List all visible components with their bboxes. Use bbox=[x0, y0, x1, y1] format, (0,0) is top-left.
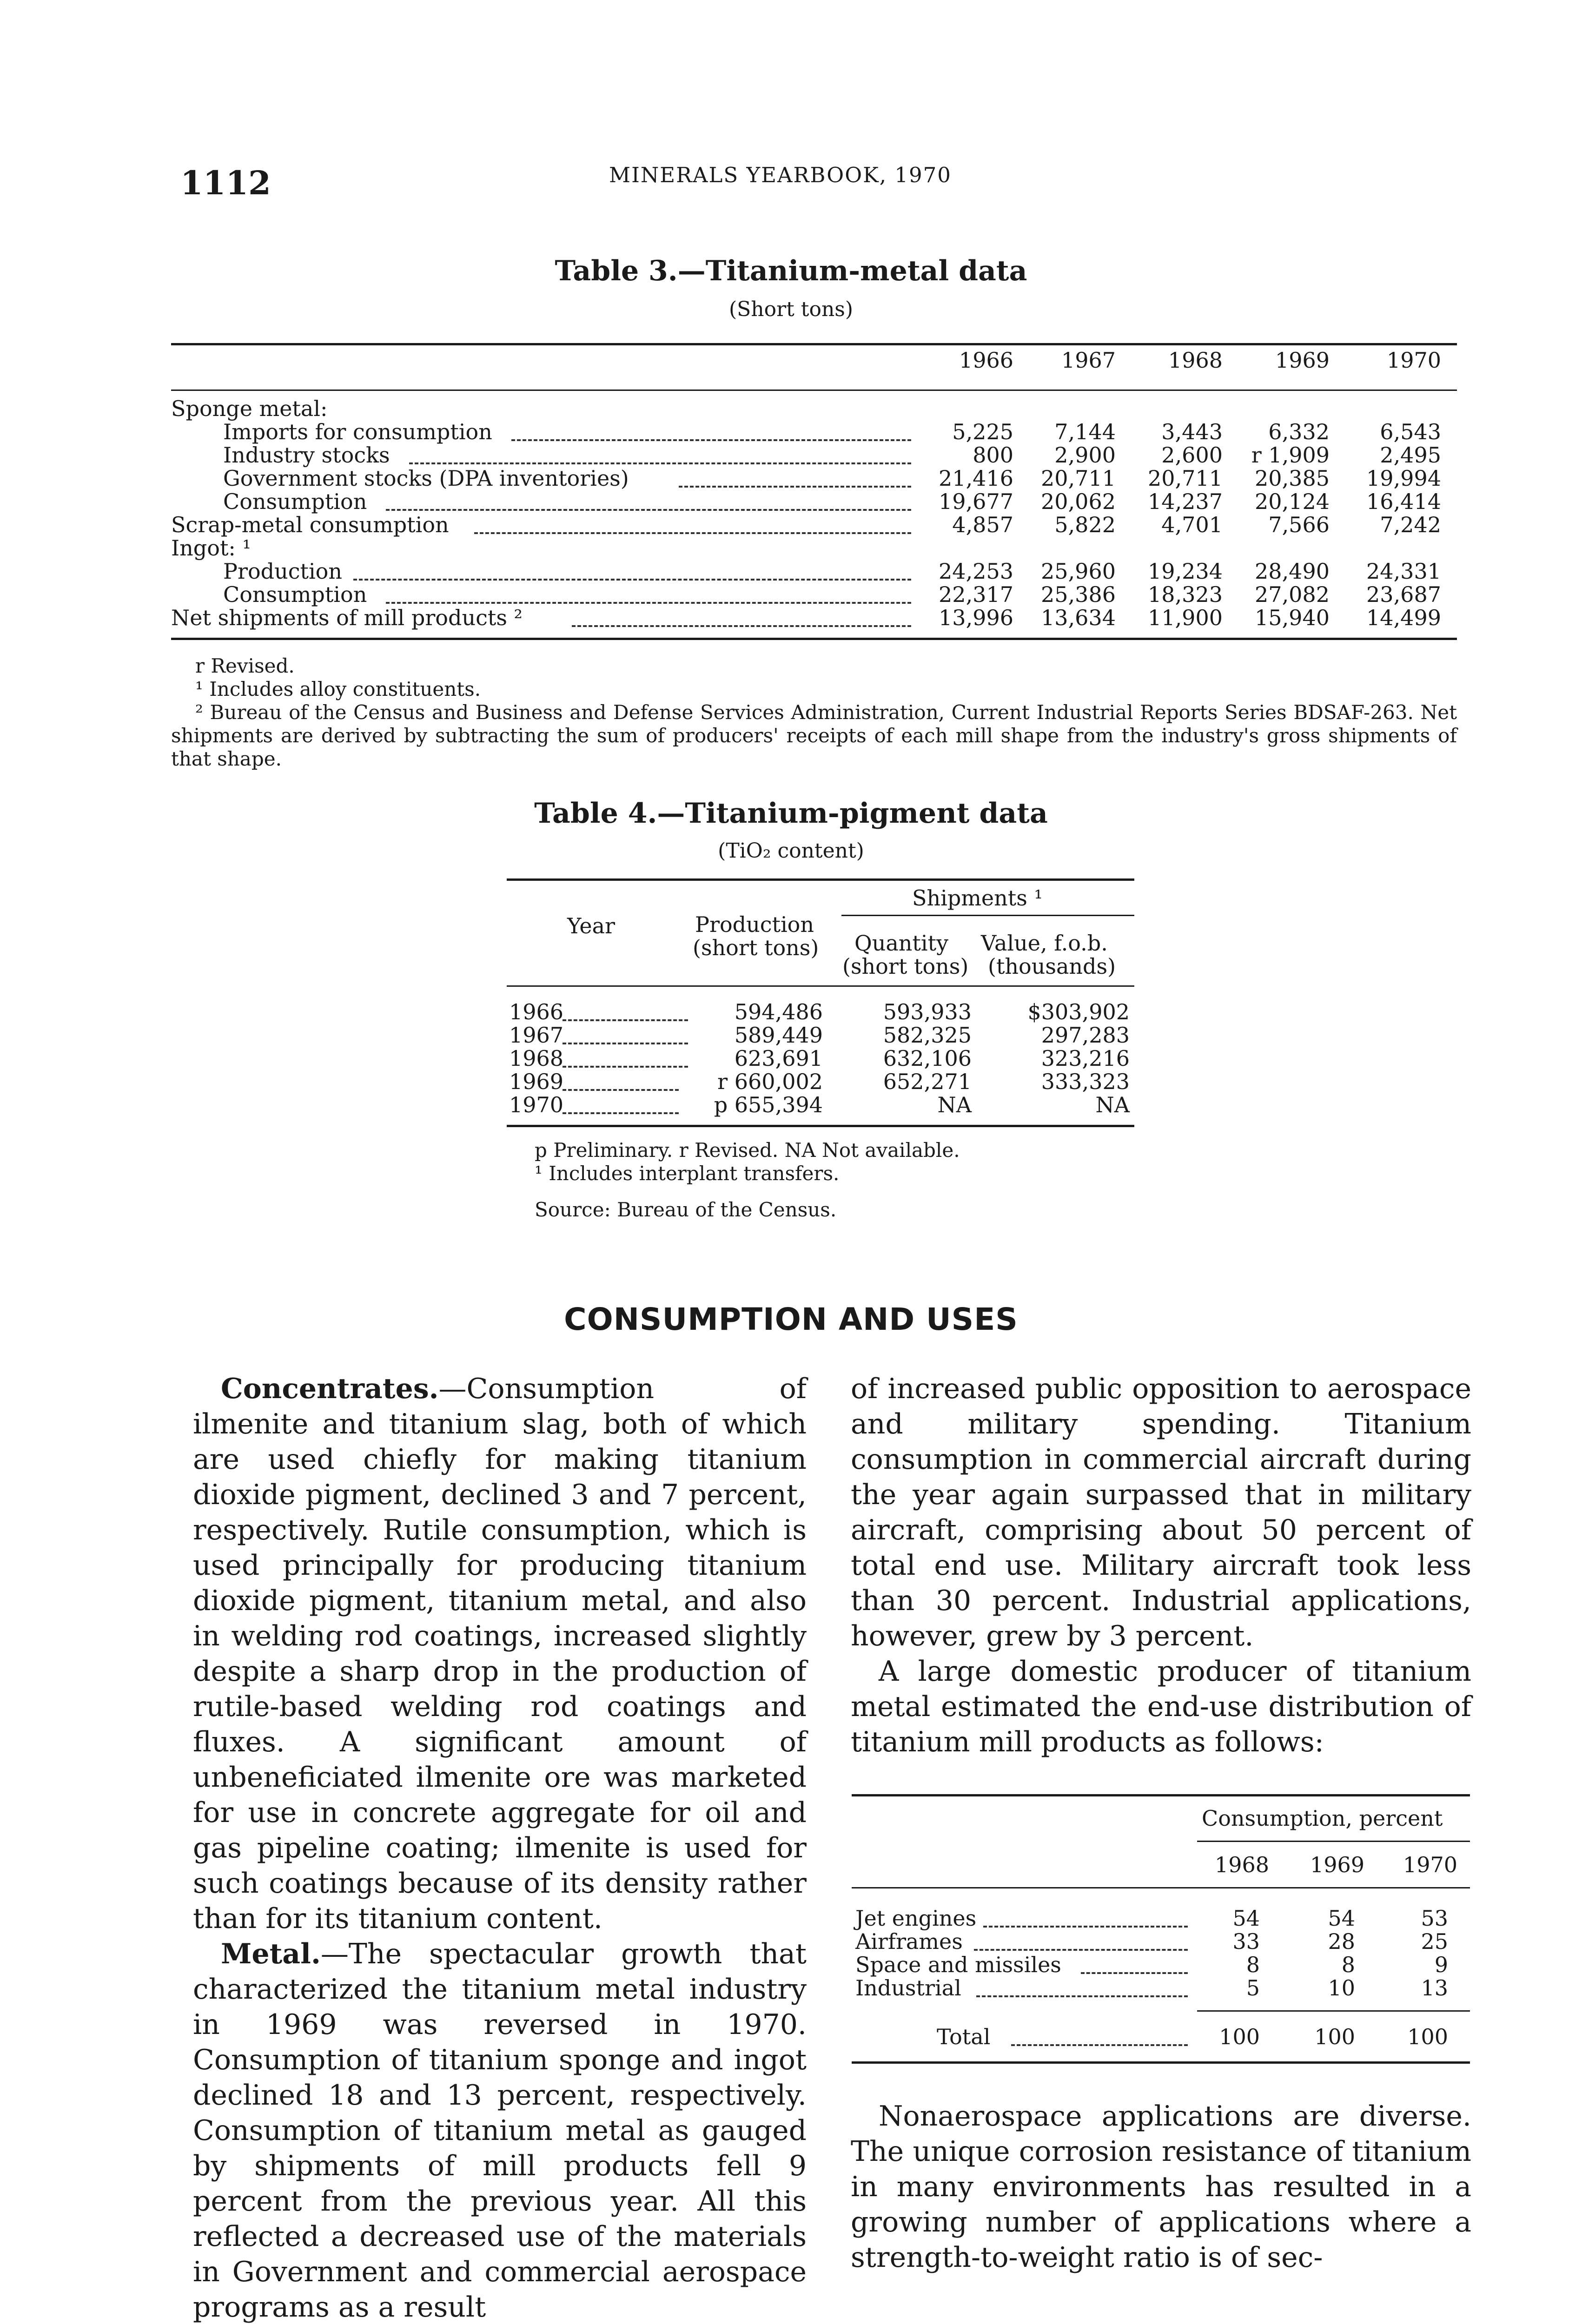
enduse-cell: 8 bbox=[1341, 1952, 1355, 1977]
table3-cell: 20,711 bbox=[1041, 466, 1116, 491]
table3-cell: 5,822 bbox=[1054, 512, 1116, 537]
table3-cell: 7,144 bbox=[1054, 419, 1116, 444]
table4-value: 297,283 bbox=[1041, 1023, 1130, 1048]
table3-cell: 3,443 bbox=[1161, 419, 1223, 444]
paragraph-text: of increased public opposition to aerospace and military spending. Titanium consumption in commercial aircraft during the year again surpassed that in military aircraft, comprising about 50 percent of total end use. Military aircraft took less than 30 percent. Industrial applications, however, grew by 3 percent. bbox=[851, 1373, 1471, 1652]
table4-production: r 660,002 bbox=[717, 1069, 823, 1094]
table3-row-label: Scrap-metal consumption bbox=[171, 512, 449, 537]
table3-row-label: Sponge metal: bbox=[171, 396, 328, 421]
right-column-continued bbox=[851, 2099, 1471, 2275]
table3-cell: 20,124 bbox=[1255, 489, 1330, 514]
table3-cell: 4,857 bbox=[952, 512, 1013, 537]
dot-leader bbox=[563, 1112, 679, 1114]
table3-year-header: 1967 bbox=[1061, 348, 1116, 373]
table3-row-label: Consumption bbox=[223, 582, 367, 607]
left-column bbox=[193, 1371, 807, 2324]
page-number: 1112 bbox=[180, 164, 271, 202]
table3-footnote: ¹ Includes alloy constituents. bbox=[195, 678, 481, 700]
enduse-total-label: Total bbox=[937, 2024, 991, 2049]
enduse-spanner-rule bbox=[1197, 1841, 1470, 1842]
table3-row-label: Ingot: ¹ bbox=[171, 535, 251, 561]
table4-production: 589,449 bbox=[734, 1023, 823, 1048]
table4-year: 1967 bbox=[509, 1023, 564, 1048]
table4-unit: (TiO₂ content) bbox=[718, 839, 864, 863]
table4-production: 594,486 bbox=[734, 999, 823, 1024]
table4-header-value: Value, f.o.b. bbox=[981, 931, 1108, 956]
table4-top-rule bbox=[507, 878, 1134, 881]
table4-header-quantity: Quantity bbox=[854, 931, 949, 956]
enduse-label: Airframes bbox=[855, 1929, 963, 1954]
enduse-cell: 53 bbox=[1421, 1906, 1448, 1931]
table4-year: 1968 bbox=[509, 1046, 564, 1071]
table3-cell: 24,253 bbox=[939, 559, 1013, 584]
table3-cell: 20,062 bbox=[1041, 489, 1116, 514]
table3-cell: 28,490 bbox=[1255, 559, 1330, 584]
table4-production: p 655,394 bbox=[714, 1092, 823, 1117]
table3-cell: 2,900 bbox=[1054, 442, 1116, 468]
dot-leader bbox=[563, 1089, 679, 1091]
table3-cell: 6,543 bbox=[1380, 419, 1441, 444]
enduse-header: Consumption, percent bbox=[1202, 1806, 1443, 1831]
table4-production: 623,691 bbox=[734, 1046, 823, 1071]
table4-year: 1970 bbox=[509, 1092, 564, 1117]
table3-cell: r 1,909 bbox=[1251, 442, 1330, 468]
table3-cell: 800 bbox=[973, 442, 1013, 468]
table3-row-label: Imports for consumption bbox=[223, 419, 492, 444]
paragraph-text: A large domestic producer of titanium metal estimated the end-use distribution of titanium mill products as follows: bbox=[851, 1655, 1471, 1758]
table4-quantity: 593,933 bbox=[883, 999, 972, 1024]
table3-cell: 19,677 bbox=[939, 489, 1013, 514]
dot-leader bbox=[563, 1066, 688, 1068]
table3-cell: 14,499 bbox=[1366, 605, 1441, 630]
table3-cell: 7,566 bbox=[1268, 512, 1330, 537]
table3-row-label: Industry stocks bbox=[223, 442, 390, 468]
table3-cell: 19,994 bbox=[1366, 466, 1441, 491]
table3-cell: 27,082 bbox=[1255, 582, 1330, 607]
dot-leader bbox=[563, 1019, 688, 1021]
table3-cell: 21,416 bbox=[939, 466, 1013, 491]
table4-title: Table 4.—Titanium-pigment data bbox=[534, 797, 1048, 830]
dot-leader bbox=[983, 1926, 1188, 1928]
enduse-label: Jet engines bbox=[855, 1906, 977, 1931]
right-column bbox=[851, 1371, 1471, 1760]
enduse-year: 1970 bbox=[1403, 1852, 1457, 1877]
enduse-label: Space and missiles bbox=[855, 1952, 1061, 1977]
table4-quantity: NA bbox=[937, 1092, 972, 1117]
enduse-header-rule bbox=[852, 1887, 1470, 1888]
dot-leader bbox=[563, 1043, 688, 1044]
table4-quantity: 652,271 bbox=[883, 1069, 972, 1094]
table3-cell: 20,711 bbox=[1148, 466, 1223, 491]
dot-leader bbox=[386, 602, 911, 604]
enduse-cell: 54 bbox=[1232, 1906, 1260, 1931]
dot-leader bbox=[976, 1995, 1188, 1997]
dot-leader bbox=[1011, 2044, 1188, 2046]
table4-source: Source: Bureau of the Census. bbox=[535, 1198, 837, 1221]
enduse-bottom-rule bbox=[852, 2061, 1470, 2064]
paragraph-text: —The spectacular growth that characterized the titanium metal industry in 1969 was reversed in 1970. Consumption of titanium sponge and ingot declined 18 and 13 percent, respectively. Consumption of titanium metal as gauged by shipments of mill products fell 9 percent from the previous year. All this reflected a decreased use of the materials in Government and commercial aerospace programs as a result bbox=[193, 1938, 807, 2324]
enduse-year: 1968 bbox=[1214, 1852, 1269, 1877]
runin-heading: Concentrates. bbox=[221, 1373, 439, 1405]
table3-cell: 14,237 bbox=[1148, 489, 1223, 514]
table4-quantity: 632,106 bbox=[883, 1046, 972, 1071]
table4-header-value-unit: (thousands) bbox=[988, 954, 1116, 979]
table4-header-production: Production bbox=[695, 912, 814, 937]
table3-cell: 5,225 bbox=[952, 419, 1013, 444]
enduse-cell: 54 bbox=[1328, 1906, 1355, 1931]
enduse-cell: 33 bbox=[1232, 1929, 1260, 1954]
table3-bottom-rule bbox=[171, 638, 1457, 640]
dot-leader bbox=[1081, 1972, 1188, 1974]
table3-cell: 15,940 bbox=[1255, 605, 1330, 630]
table4-footnote: ¹ Includes interplant transfers. bbox=[535, 1162, 840, 1185]
table4-year: 1966 bbox=[509, 999, 564, 1024]
enduse-total-rule bbox=[1197, 2010, 1470, 2012]
enduse-year: 1969 bbox=[1310, 1852, 1364, 1877]
dot-leader bbox=[474, 532, 911, 534]
enduse-cell: 8 bbox=[1246, 1952, 1260, 1977]
table3-cell: 2,495 bbox=[1380, 442, 1441, 468]
table4-footnote: p Preliminary. r Revised. NA Not available. bbox=[535, 1139, 960, 1162]
table4-bottom-rule bbox=[507, 1125, 1134, 1127]
enduse-cell: 25 bbox=[1421, 1929, 1448, 1954]
section-heading: CONSUMPTION AND USES bbox=[564, 1301, 1018, 1337]
table3-cell: 23,687 bbox=[1366, 582, 1441, 607]
table3-cell: 18,323 bbox=[1148, 582, 1223, 607]
table3-row-label: Net shipments of mill products ² bbox=[171, 605, 523, 630]
table4-header-year: Year bbox=[567, 913, 616, 938]
table3-cell: 4,701 bbox=[1161, 512, 1223, 537]
dot-leader bbox=[572, 625, 911, 627]
table3-cell: 20,385 bbox=[1255, 466, 1330, 491]
dot-leader bbox=[386, 509, 911, 511]
table3-cell: 6,332 bbox=[1268, 419, 1330, 444]
enduse-top-rule bbox=[852, 1794, 1470, 1796]
table4-quantity: 582,325 bbox=[883, 1023, 972, 1048]
enduse-label: Industrial bbox=[855, 1975, 961, 2000]
table4-spanner-rule bbox=[841, 915, 1134, 916]
table4-header-production-unit: (short tons) bbox=[693, 935, 819, 960]
table4-value: NA bbox=[1095, 1092, 1130, 1117]
table3-top-rule bbox=[171, 343, 1457, 345]
enduse-total-cell: 100 bbox=[1219, 2024, 1260, 2049]
enduse-cell: 10 bbox=[1328, 1975, 1355, 2000]
enduse-cell: 13 bbox=[1421, 1975, 1448, 2000]
table3-unit: (Short tons) bbox=[728, 297, 854, 321]
dot-leader bbox=[353, 579, 911, 581]
running-title: MINERALS YEARBOOK, 1970 bbox=[609, 163, 952, 187]
table4-header-shipments: Shipments ¹ bbox=[912, 885, 1043, 911]
table4-header-quantity-unit: (short tons) bbox=[842, 954, 969, 979]
table3-row-label: Consumption bbox=[223, 489, 367, 514]
paragraph-text: —Consumption of ilmenite and titanium slag, both of which are used chiefly for making titanium dioxide pigment, declined 3 and 7 percent, respectively. Rutile consumption, which is used principally for producing titanium dioxide pigment, titanium metal, and also in welding rod coatings, increased slightly despite a sharp drop in the production of rutile-based welding rod coatings and fluxes. A significant amount of unbeneficiated ilmenite ore was marketed for use in concrete aggregate for oil and gas pipeline coating; ilmenite is used for such coatings because of its density rather than for its titanium content. bbox=[193, 1373, 807, 1935]
table3-cell: 24,331 bbox=[1366, 559, 1441, 584]
enduse-cell: 28 bbox=[1328, 1929, 1355, 1954]
dot-leader bbox=[974, 1949, 1188, 1951]
table3-footnote: ² Bureau of the Census and Business and Defense Services Administration, Current Industrial Reports Series BDSAF-263. Net shipments are derived by subtracting the sum of producers' receipts of each mill shape from the industry's gross shipments of that shape. bbox=[171, 701, 1457, 770]
dot-leader bbox=[511, 439, 911, 441]
table3-year-header: 1970 bbox=[1386, 348, 1441, 373]
table3-cell: 11,900 bbox=[1148, 605, 1223, 630]
table3-cell: 25,960 bbox=[1041, 559, 1116, 584]
table4-value: 333,323 bbox=[1041, 1069, 1130, 1094]
table3-cell: 2,600 bbox=[1161, 442, 1223, 468]
table3-cell: 7,242 bbox=[1380, 512, 1441, 537]
dot-leader bbox=[679, 486, 911, 488]
table3-title: Table 3.—Titanium-metal data bbox=[555, 255, 1027, 287]
runin-heading: Metal. bbox=[221, 1938, 321, 1970]
paragraph-metal bbox=[193, 1936, 807, 2324]
table3-footnote: r Revised. bbox=[195, 654, 295, 677]
table3-cell: 13,996 bbox=[939, 605, 1013, 630]
table4-header-rule bbox=[507, 985, 1134, 987]
enduse-total-cell: 100 bbox=[1407, 2024, 1448, 2049]
table4-value: $303,902 bbox=[1027, 999, 1130, 1024]
table3-year-header: 1968 bbox=[1168, 348, 1223, 373]
table3-year-header: 1969 bbox=[1275, 348, 1330, 373]
paragraph-concentrates bbox=[193, 1371, 807, 1936]
table3-cell: 13,634 bbox=[1041, 605, 1116, 630]
paragraph-text: Nonaerospace applications are diverse. The unique corrosion resistance of titanium in many environments has resulted in a growing number of applications where a strength-to-weight ratio is of sec- bbox=[851, 2100, 1471, 2274]
table3-cell: 16,414 bbox=[1366, 489, 1441, 514]
table3-cell: 22,317 bbox=[939, 582, 1013, 607]
dot-leader bbox=[409, 462, 911, 464]
table4-value: 323,216 bbox=[1041, 1046, 1130, 1071]
enduse-total-cell: 100 bbox=[1314, 2024, 1355, 2049]
table3-header-rule bbox=[171, 390, 1457, 391]
enduse-cell: 5 bbox=[1246, 1975, 1260, 2000]
table3-year-header: 1966 bbox=[959, 348, 1013, 373]
enduse-cell: 9 bbox=[1434, 1952, 1448, 1977]
table3-cell: 25,386 bbox=[1041, 582, 1116, 607]
table4-year: 1969 bbox=[509, 1069, 564, 1094]
table3-cell: 19,234 bbox=[1148, 559, 1223, 584]
table3-row-label: Production bbox=[223, 559, 342, 584]
table3-row-label: Government stocks (DPA inventories) bbox=[223, 466, 629, 491]
